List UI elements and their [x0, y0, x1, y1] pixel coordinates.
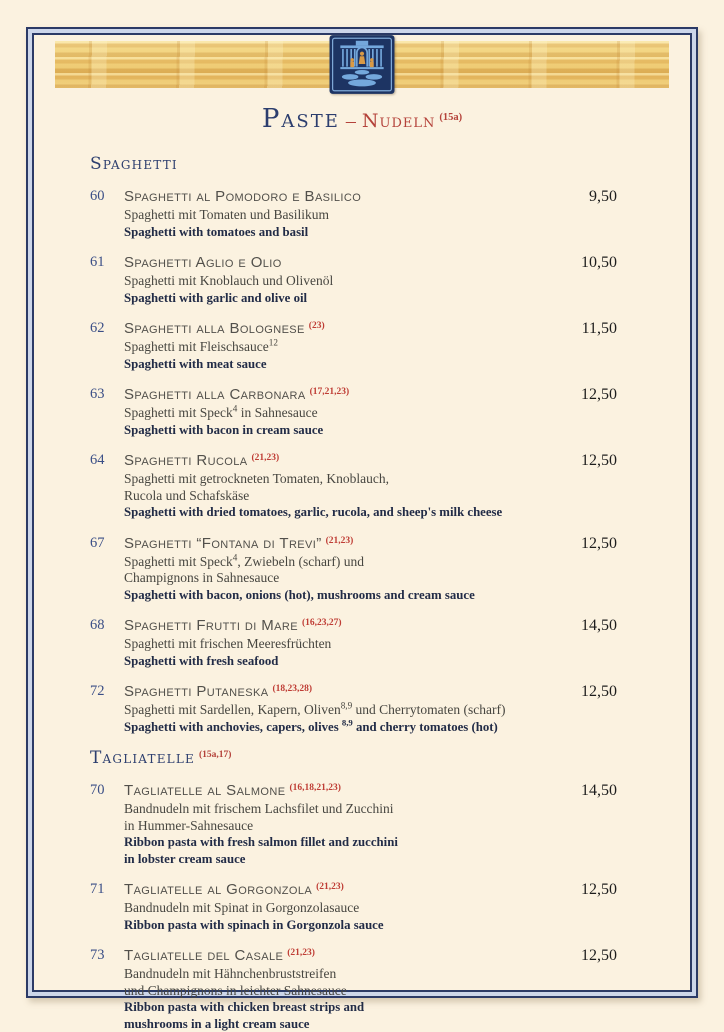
- item-price: 10,50: [581, 254, 617, 271]
- item-description-english: Ribbon pasta with fresh salmon fillet and zucchini in lobster cream sauce: [124, 835, 398, 866]
- item-price: 14,50: [581, 782, 617, 799]
- item-description-english: Ribbon pasta with spinach in Gorgonzola sauce: [124, 917, 384, 932]
- item-title: Tagliatelle al Salmone: [124, 782, 286, 799]
- section-items: [90, 187, 617, 735]
- menu-item-row: [90, 880, 617, 933]
- title-italian: Paste: [261, 104, 340, 134]
- item-main: [124, 946, 533, 1032]
- item-number: 67: [90, 534, 105, 551]
- item-description-english: Spaghetti with meat sauce: [124, 356, 267, 371]
- menu-item-row: [90, 451, 617, 521]
- item-allergen-refs: (21,23): [287, 948, 315, 958]
- item-description-german: Spaghetti mit getrockneten Tomaten, Knoblauch, Rucola und Schafskäse: [124, 471, 389, 503]
- item-number: 73: [90, 947, 105, 963]
- item-allergen-refs: (18,23,28): [272, 684, 313, 694]
- trevi-fountain-logo-icon: [329, 34, 395, 95]
- item-title: Spaghetti Frutti di Mare: [124, 617, 298, 634]
- item-allergen-refs: (21,23): [316, 882, 344, 892]
- menu-item-row: [90, 319, 617, 372]
- item-allergen-refs: (21,23): [325, 535, 354, 546]
- wood-banner: [55, 41, 669, 88]
- page-title: [28, 104, 696, 134]
- item-description-german: Spaghetti mit Tomaten und Basilikum: [124, 207, 330, 222]
- title-separator: –: [345, 110, 356, 132]
- item-title-line: [124, 319, 533, 338]
- item-description-german: Bandnudeln mit Spinat in Gorgonzolasauce: [124, 900, 360, 915]
- menu-item-row: [90, 253, 617, 306]
- item-price: 12,50: [581, 947, 617, 964]
- item-main: [124, 385, 533, 438]
- item-title: Tagliatelle del Casale: [124, 947, 284, 964]
- item-main: [124, 451, 533, 521]
- item-number: 72: [90, 683, 105, 699]
- item-title: Spaghetti alla Bolognese: [124, 320, 305, 337]
- item-number: 64: [90, 452, 105, 468]
- item-number: 71: [90, 881, 105, 897]
- menu-item-row: [90, 781, 617, 867]
- item-number: 63: [90, 386, 105, 402]
- item-main: [124, 781, 533, 867]
- menu-item-row: [90, 385, 617, 438]
- item-title-line: [124, 616, 533, 635]
- item-description-german: Bandnudeln mit frischem Lachsfilet und Zucchini in Hummer-Sahnesauce: [124, 801, 394, 833]
- item-title-line: [124, 682, 533, 701]
- menu-item-row: [90, 616, 617, 669]
- item-allergen-refs: (17,21,23): [309, 387, 350, 397]
- item-description-german: Spaghetti mit frischen Meeresfrüchten: [124, 636, 332, 651]
- item-number: 60: [90, 188, 105, 204]
- item-title-line: [124, 187, 533, 206]
- item-title-line: [124, 781, 533, 800]
- item-main: [124, 319, 533, 372]
- item-description-german: Spaghetti mit Knoblauch und Olivenöl: [124, 273, 334, 288]
- item-title: Spaghetti Aglio e Olio: [124, 254, 282, 271]
- section-name: Spaghetti: [90, 154, 178, 174]
- menu-sections: [28, 134, 696, 1032]
- item-title: Spaghetti al Pomodoro e Basilico: [124, 188, 362, 205]
- item-price: 12,50: [581, 683, 617, 700]
- item-main: [124, 187, 533, 240]
- item-price: 11,50: [581, 320, 617, 337]
- item-price: 14,50: [581, 617, 617, 634]
- item-price: 9,50: [589, 188, 617, 205]
- item-price: 12,50: [581, 452, 617, 469]
- item-number: 70: [90, 782, 105, 798]
- item-price: 12,50: [581, 534, 617, 552]
- section-allergen-refs: (15a,17): [198, 750, 232, 760]
- item-title-line: [124, 946, 533, 965]
- item-title: Tagliatelle al Gorgonzola: [124, 881, 313, 898]
- item-main: [124, 253, 533, 306]
- item-title-line: [124, 253, 533, 272]
- menu-section: [90, 748, 617, 1032]
- item-description-english: Ribbon pasta with chicken breast strips and mushrooms in a light cream sauce: [124, 1000, 365, 1031]
- item-description-english: Spaghetti with anchovies, capers, olives $^{8,9}$ and cherry tomatoes (hot): [124, 717, 498, 734]
- section-header: [90, 748, 617, 768]
- item-description-english: Spaghetti with fresh seafood: [124, 653, 279, 668]
- item-description-german: Spaghetti mit Fleischsauce$^{12}$: [124, 337, 278, 354]
- item-description-english: Spaghetti with tomatoes and basil: [124, 224, 309, 239]
- item-description-german: Bandnudeln mit Hähnchenbruststreifen und Champignons in leichter Sahnesauce: [124, 966, 347, 998]
- item-number: 62: [90, 320, 105, 336]
- item-title: Spaghetti alla Carbonara: [124, 386, 306, 403]
- item-title: Spaghetti “Fontana di Trevi”: [124, 534, 322, 552]
- item-allergen-refs: (23): [308, 321, 325, 331]
- item-description-german: Spaghetti mit Sardellen, Kapern, Oliven$^{8,9}$ und Cherrytomaten (scharf): [124, 700, 506, 717]
- item-description-english: Spaghetti with dried tomatoes, garlic, rucola, and sheep's milk cheese: [124, 505, 503, 519]
- item-title-line: [124, 880, 533, 899]
- item-title: Spaghetti Rucola: [124, 452, 248, 469]
- section-name: Tagliatelle: [90, 748, 195, 768]
- item-title-line: [124, 534, 533, 553]
- item-description-german: Spaghetti mit Speck$^4$ in Sahnesauce: [124, 403, 318, 420]
- item-main: [124, 616, 533, 669]
- title-allergen-refs: (15a): [439, 112, 463, 123]
- section-header: [90, 154, 617, 174]
- item-description-english: Spaghetti with garlic and olive oil: [124, 290, 308, 305]
- item-title-line: [124, 385, 533, 404]
- item-description-german: Spaghetti mit Speck$^4$, Zwiebeln (scharf) und Champignons in Sahnesauce: [124, 552, 365, 585]
- item-main: [124, 880, 533, 933]
- item-price: 12,50: [581, 386, 617, 403]
- item-number: 61: [90, 254, 105, 270]
- item-main: [124, 534, 533, 604]
- item-description-english: Spaghetti with bacon in cream sauce: [124, 422, 324, 437]
- title-german: Nudeln: [361, 110, 436, 132]
- menu-item-row: [90, 946, 617, 1032]
- menu-section: [90, 154, 617, 735]
- item-main: [124, 682, 533, 735]
- item-allergen-refs: (16,23,27): [301, 618, 342, 628]
- item-description-english: Spaghetti with bacon, onions (hot), mushrooms and cream sauce: [124, 587, 475, 602]
- menu-page: [26, 27, 698, 1031]
- menu-item-row: [90, 682, 617, 735]
- section-items: [90, 781, 617, 1032]
- menu-item-row: [90, 187, 617, 240]
- item-title-line: [124, 451, 533, 470]
- item-allergen-refs: (21,23): [251, 453, 280, 463]
- item-number: 68: [90, 617, 105, 633]
- item-allergen-refs: (16,18,21,23): [289, 783, 341, 793]
- item-title: Spaghetti Putaneska: [124, 683, 269, 700]
- item-price: 12,50: [581, 881, 617, 898]
- menu-item-row: [90, 534, 617, 604]
